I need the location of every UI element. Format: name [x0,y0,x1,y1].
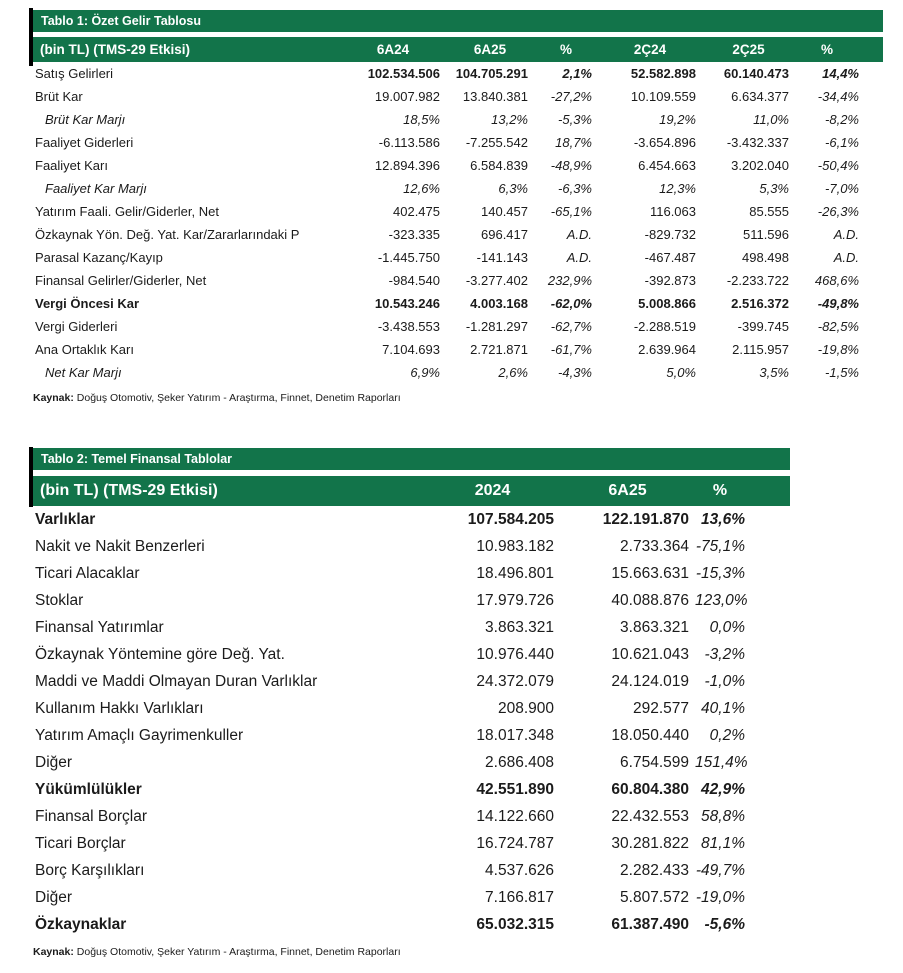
cell-value: 30.281.822 [611,834,689,852]
row-label: Net Kar Marjı [45,365,122,380]
cell-value: -62,7% [550,319,592,334]
cell-value: -82,5% [817,319,859,334]
row-label: Yükümlülükler [35,780,142,798]
cell-value: 6.634.377 [731,89,789,104]
row-label: Vergi Giderleri [35,319,118,334]
cell-value: 10.109.559 [630,89,696,104]
cell-value: A.D. [566,227,592,242]
cell-value: -829.732 [644,227,696,242]
row-label: Ticari Alacaklar [35,564,140,582]
cell-value: 13,6% [701,510,745,528]
table-row [33,108,883,131]
cell-value: -7,0% [825,181,859,196]
row-label: Yatırım Amaçlı Gayrimenkuller [35,726,244,744]
cell-value: 81,1% [701,834,745,852]
cell-value: 19.007.982 [374,89,440,104]
table-row [33,587,790,614]
table-row [33,506,790,533]
row-label: Özkaynak Yöntemine göre Değ. Yat. [35,645,285,663]
cell-value: -6,1% [825,135,859,150]
source-text: Doğuş Otomotiv, Şeker Yatırım - Araştırma, Finnet, Denetim Raporları [73,392,401,404]
table-row [33,154,883,177]
cell-value: 40,1% [701,699,745,717]
cell-value: -61,7% [550,342,592,357]
cell-value: 232,9% [547,273,592,288]
cell-value: -467.487 [644,250,696,265]
cell-value: 10.621.043 [611,645,689,663]
table-row [33,85,883,108]
cell-value: -6,3% [558,181,592,196]
cell-value: 16.724.787 [476,834,554,852]
cell-value: 116.063 [649,204,696,219]
cell-value: 14,4% [822,66,859,81]
cell-value: -49,7% [695,861,745,879]
cell-value: 6.754.599 [620,753,689,771]
cell-value: -5,6% [704,915,745,933]
cell-value: 10.543.246 [374,296,440,311]
table2-unit-header: (bin TL) (TMS-29 Etkisi) [33,476,425,506]
cell-value: -3.277.402 [465,273,528,288]
cell-value: -8,2% [825,112,859,127]
row-label: Finansal Yatırımlar [35,618,164,636]
cell-value: 5,3% [759,181,789,196]
cell-value: 7.104.693 [382,342,440,357]
cell-value: A.D. [833,250,859,265]
cell-value: 511.596 [742,227,789,242]
source-label: Kaynak: [33,946,74,958]
cell-value: 61.387.490 [611,915,689,933]
cell-value: -141.143 [476,250,528,265]
cell-value: 4.003.168 [470,296,528,311]
table-row [33,200,883,223]
table-row [33,246,883,269]
cell-value: 402.475 [393,204,440,219]
cell-value: -1.445.750 [377,250,440,265]
cell-value: 208.900 [497,699,554,717]
table2-title: Tablo 2: Temel Finansal Tablolar [41,452,233,466]
cell-value: 107.584.205 [467,510,554,528]
cell-value: 60.804.380 [611,780,689,798]
cell-value: 24.124.019 [611,672,689,690]
table-row [33,361,883,384]
cell-value: 140.457 [481,204,528,219]
cell-value: 22.432.553 [611,807,689,825]
cell-value: 123,0% [695,591,748,609]
cell-value: A.D. [833,227,859,242]
cell-value: 40.088.876 [611,591,689,609]
table-row [33,533,790,560]
cell-value: -15,3% [695,564,745,582]
header-left-rule [29,8,33,66]
cell-value: 18,5% [403,112,440,127]
row-label: Maddi ve Maddi Olmayan Duran Varlıklar [35,672,318,690]
row-label: Faaliyet Kar Marjı [45,181,147,196]
cell-value: -399.745 [737,319,789,334]
balance-sheet-table [33,476,790,938]
row-label: Özkaynak Yön. Değ. Yat. Kar/Zararlarındaki P [35,227,300,242]
cell-value: 2.733.364 [620,537,689,555]
table-row [33,695,790,722]
cell-value: -34,4% [817,89,859,104]
cell-value: 3.863.321 [485,618,554,636]
table-row [33,830,790,857]
cell-value: 14.122.660 [476,807,554,825]
cell-value: 7.166.817 [485,888,554,906]
table1-body [33,62,883,384]
table-row [33,884,790,911]
cell-value: -3,2% [704,645,745,663]
table-row [33,269,883,292]
cell-value: 12,6% [403,181,440,196]
cell-value: 58,8% [701,807,745,825]
table-row [33,776,790,803]
cell-value: 52.582.898 [630,66,696,81]
row-label: Kullanım Hakkı Varlıkları [35,699,204,717]
table2-col-6a25: 6A25 [560,476,695,506]
cell-value: -1,0% [704,672,745,690]
cell-value: 2.282.433 [620,861,689,879]
cell-value: -19,8% [817,342,859,357]
cell-value: 42.551.890 [476,780,554,798]
table-row [33,668,790,695]
table2-body [33,506,790,938]
cell-value: -19,0% [695,888,745,906]
cell-value: 12.894.396 [374,158,440,173]
balance-sheet-table-block [33,448,790,958]
table-row [33,722,790,749]
table1-title-bar [33,10,883,32]
table2-source-note [33,946,790,958]
table-row [33,857,790,884]
row-label: Ana Ortaklık Karı [35,342,134,357]
cell-value: 2.686.408 [485,753,554,771]
cell-value: 6,3% [498,181,528,196]
cell-value: A.D. [566,250,592,265]
cell-value: 65.032.315 [476,915,554,933]
cell-value: -49,8% [817,296,859,311]
cell-value: 6.454.663 [638,158,696,173]
cell-value: 60.140.473 [723,66,789,81]
cell-value: 2.639.964 [638,342,696,357]
table1-header-row [33,37,883,62]
table-row [33,560,790,587]
table2-header-row [33,476,790,506]
row-label: Yatırım Faali. Gelir/Giderler, Net [35,204,219,219]
cell-value: -2.288.519 [633,319,696,334]
cell-value: 4.537.626 [485,861,554,879]
table1-unit-header: (bin TL) (TMS-29 Etkisi) [33,37,340,62]
cell-value: 15.663.631 [611,564,689,582]
cell-value: -48,9% [550,158,592,173]
cell-value: 12,3% [659,181,696,196]
row-label: Vergi Öncesi Kar [35,296,140,311]
income-statement-table-block [33,10,883,404]
cell-value: 2.721.871 [470,342,528,357]
cell-value: 0,0% [709,618,745,636]
row-label: Varlıklar [35,510,96,528]
table-row [33,749,790,776]
table1-title: Tablo 1: Özet Gelir Tablosu [41,14,201,28]
table-row [33,911,790,938]
cell-value: -323.335 [388,227,440,242]
cell-value: 19,2% [659,112,696,127]
cell-value: 151,4% [695,753,748,771]
row-label: Finansal Gelirler/Giderler, Net [35,273,207,288]
cell-value: 468,6% [814,273,859,288]
row-label: Borç Karşılıkları [35,861,145,879]
row-label: Parasal Kazanç/Kayıp [35,250,163,265]
table1-source-note [33,392,883,404]
cell-value: -2.233.722 [726,273,789,288]
cell-value: -3.438.553 [377,319,440,334]
cell-value: -4,3% [558,365,592,380]
table-row [33,614,790,641]
row-label: Brüt Kar [35,89,83,104]
row-label: Satış Gelirleri [35,66,114,81]
table2-title-bar [33,448,790,470]
cell-value: 42,9% [701,780,745,798]
cell-value: -1.281.297 [465,319,528,334]
cell-value: 17.979.726 [476,591,554,609]
table-row [33,292,883,315]
header-left-rule [29,447,33,507]
cell-value: -5,3% [558,112,592,127]
cell-value: 3,5% [759,365,789,380]
row-label: Diğer [35,753,73,771]
cell-value: 2.516.372 [731,296,789,311]
cell-value: 102.534.506 [367,66,440,81]
cell-value: -75,1% [695,537,745,555]
cell-value: 3.863.321 [620,618,689,636]
cell-value: 5,0% [666,365,696,380]
cell-value: -27,2% [550,89,592,104]
cell-value: 18,7% [555,135,592,150]
cell-value: 2,1% [562,66,592,81]
cell-value: 498.498 [742,250,789,265]
cell-value: 696.417 [481,227,528,242]
cell-value: 2,6% [498,365,528,380]
cell-value: 6,9% [410,365,440,380]
row-label: Stoklar [35,591,84,609]
table-row [33,177,883,200]
cell-value: 2.115.957 [732,342,789,357]
cell-value: 18.496.801 [476,564,554,582]
table-row [33,803,790,830]
row-label: Ticari Borçlar [35,834,126,852]
table1-col-pct2: % [795,37,883,62]
row-label: Faaliyet Giderleri [35,135,134,150]
cell-value: 0,2% [709,726,745,744]
row-label: Özkaynaklar [35,915,127,933]
cell-value: 18.050.440 [611,726,689,744]
cell-value: 3.202.040 [731,158,789,173]
row-label: Brüt Kar Marjı [45,112,126,127]
cell-value: 5.008.866 [638,296,696,311]
cell-value: -6.113.586 [378,135,440,150]
table-row [33,641,790,668]
cell-value: -1,5% [825,365,859,380]
table1-col-6a24: 6A24 [340,37,446,62]
table-row [33,62,883,85]
cell-value: -984.540 [388,273,440,288]
cell-value: 85.555 [749,204,789,219]
table-row [33,338,883,361]
cell-value: 6.584.839 [470,158,528,173]
row-label: Faaliyet Karı [35,158,108,173]
cell-value: 104.705.291 [455,66,528,81]
cell-value: 24.372.079 [476,672,554,690]
table-row [33,131,883,154]
table-row [33,315,883,338]
table1-col-2c24: 2Ç24 [598,37,702,62]
table1-col-6a25: 6A25 [446,37,534,62]
table-row [33,223,883,246]
table2-col-2024: 2024 [425,476,560,506]
cell-value: 5.807.572 [620,888,689,906]
table1-col-2c25: 2Ç25 [702,37,795,62]
cell-value: 10.983.182 [476,537,554,555]
cell-value: -26,3% [817,204,859,219]
cell-value: -3.654.896 [633,135,696,150]
source-text: Doğuş Otomotiv, Şeker Yatırım - Araştırma, Finnet, Denetim Raporları [73,946,401,958]
cell-value: 10.976.440 [476,645,554,663]
cell-value: 13,2% [491,112,528,127]
income-statement-table [33,37,883,384]
cell-value: -3.432.337 [726,135,789,150]
row-label: Diğer [35,888,73,906]
row-label: Nakit ve Nakit Benzerleri [35,537,205,555]
cell-value: -7.255.542 [465,135,528,150]
table1-col-pct1: % [534,37,598,62]
cell-value: 18.017.348 [476,726,554,744]
source-label: Kaynak: [33,392,74,404]
cell-value: 292.577 [632,699,689,717]
cell-value: -62,0% [550,296,592,311]
cell-value: -50,4% [817,158,859,173]
cell-value: -392.873 [644,273,696,288]
table2-col-pct: % [695,476,790,506]
cell-value: 13.840.381 [462,89,528,104]
row-label: Finansal Borçlar [35,807,147,825]
cell-value: 122.191.870 [602,510,689,528]
cell-value: 11,0% [753,112,789,127]
cell-value: -65,1% [550,204,592,219]
